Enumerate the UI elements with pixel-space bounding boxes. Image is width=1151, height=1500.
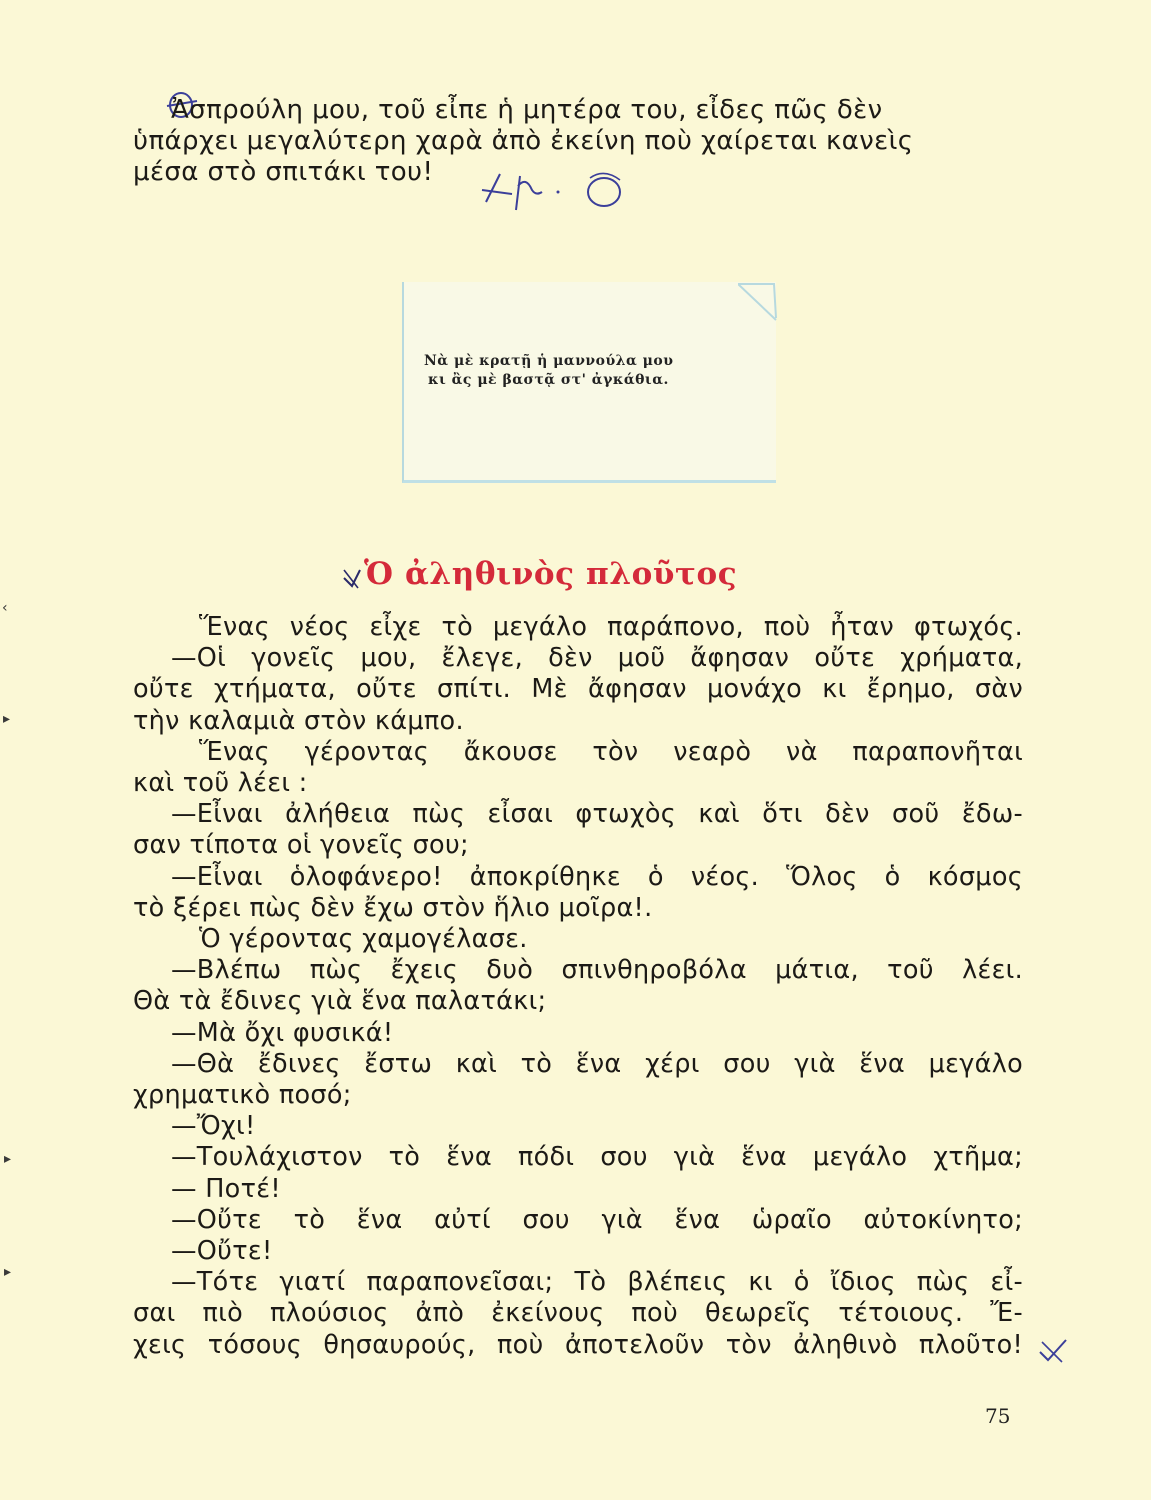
story-line: σαν τίποτα οἱ γονεῖς σου; <box>133 830 469 861</box>
story-line: οὔτε χτήματα, οὔτε σπίτι. Μὲ ἄφησαν μονάχο κι ἔρημο, σὰν <box>133 674 1023 705</box>
story-body <box>133 612 1023 1361</box>
pencil-end-check-mark <box>1036 1336 1070 1366</box>
story-line: χεις τόσους θησαυρούς, ποὺ ἀποτελοῦν τὸν ἀληθινὸ πλοῦτο! <box>133 1329 1023 1360</box>
story-line: —Μὰ ὄχι φυσικά! <box>171 1017 394 1048</box>
story-line: —Οὔτε! <box>171 1236 273 1267</box>
page-fold-corner <box>738 282 778 322</box>
pencil-grade-marks <box>478 164 638 216</box>
story-line: —Ὄχι! <box>171 1111 256 1142</box>
story-line: τὸ ξέρει πὼς δὲν ἔχω στὸν ἥλιο μοῖρα!. <box>133 892 653 923</box>
caption-text <box>424 352 673 390</box>
intro-line: Ἀσπρούλη μου, τοῦ εἶπε ἡ μητέρα του, εἶδες πῶς δὲν <box>171 95 883 125</box>
story-line: —Εἶναι ἀλήθεια πὼς εἶσαι φτωχὸς καὶ ὅτι δὲν σοῦ ἔδω- <box>171 799 1023 830</box>
story-line: —Τουλάχιστον τὸ ἕνα πόδι σου γιὰ ἕνα μεγάλο χτῆμα; <box>171 1142 1023 1173</box>
story-line: καὶ τοῦ λέει : <box>133 768 308 799</box>
page-number: 75 <box>985 1404 1011 1428</box>
story-line: —Βλέπω πὼς ἔχεις δυὸ σπινθηροβόλα μάτια, τοῦ λέει. <box>171 955 1023 986</box>
edge-speck: ▸ <box>3 711 11 727</box>
caption-line: κι ἂς μὲ βαστᾷ στ' ἀγκάθια. <box>428 372 669 388</box>
story-line: —Οὔτε τὸ ἕνα αὐτί σου γιὰ ἕνα ὡραῖο αὐτοκίνητο; <box>171 1204 1023 1235</box>
caption-box <box>402 282 776 483</box>
intro-line: ὑπάρχει μεγαλύτερη χαρὰ ἀπὸ ἐκείνη ποὺ χαίρεται κανεὶς <box>133 126 914 156</box>
edge-speck: ▸ <box>4 1151 12 1167</box>
story-line: — Ποτέ! <box>171 1173 281 1204</box>
story-line: —Θὰ ἔδινες ἔστω καὶ τὸ ἕνα χέρι σου γιὰ ἕνα μεγάλο <box>171 1048 1023 1079</box>
caption-line: Νὰ μὲ κρατῇ ἡ μαννούλα μου <box>424 353 674 369</box>
story-line: —Οἱ γονεῖς μου, ἔλεγε, δὲν μοῦ ἄφησαν οὔτε χρήματα, <box>171 643 1023 674</box>
story-line: Ὁ γέροντας χαμογέλασε. <box>199 924 528 955</box>
story-line: Ἕνας νέος εἶχε τὸ μεγάλο παράπονο, ποὺ ἦταν φτωχός. <box>199 612 1023 642</box>
story-line: Θὰ τὰ ἔδινες γιὰ ἕνα παλατάκι; <box>133 986 547 1017</box>
pencil-check-mark <box>340 566 364 592</box>
edge-speck: ‹ <box>2 600 8 616</box>
intro-line: μέσα στὸ σπιτάκι του! <box>133 157 434 187</box>
story-line: Ἕνας γέροντας ἄκουσε τὸν νεαρὸ νὰ παραπονῆται <box>199 736 1023 767</box>
story-title: Ὁ ἀληθινὸς πλοῦτος <box>364 556 738 592</box>
story-line: —Τότε γιατί παραπονεῖσαι; Τὸ βλέπεις κι ὁ ἴδιος πὼς εἶ- <box>171 1267 1023 1298</box>
story-line: σαι πιὸ πλούσιος ἀπὸ ἐκείνους ποὺ θεωρεῖς τέτοιους. Ἔ- <box>133 1298 1023 1329</box>
story-line: —Εἶναι ὁλοφάνερο! ἀποκρίθηκε ὁ νέος. Ὅλος ὁ κόσμος <box>171 861 1023 892</box>
story-line: χρηματικὸ ποσό; <box>133 1080 352 1111</box>
edge-speck: ▸ <box>4 1264 12 1280</box>
story-line: τὴν καλαμιὰ στὸν κάμπο. <box>133 705 464 736</box>
